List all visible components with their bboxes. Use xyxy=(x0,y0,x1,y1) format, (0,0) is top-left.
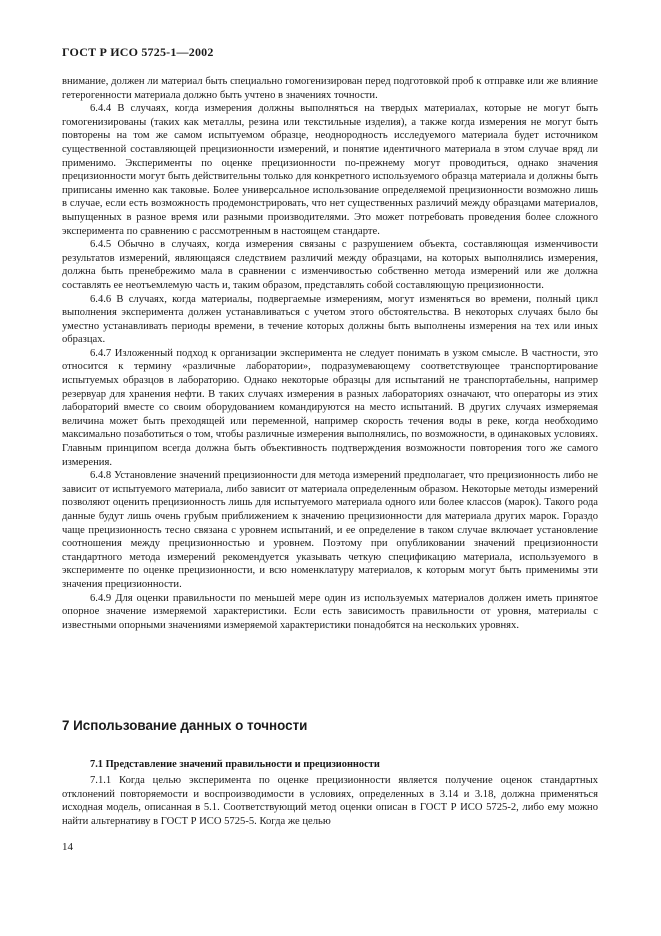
paragraph: внимание, должен ли материал быть специально гомогенизирован перед подготовкой проб к отправке или же влияние гетерогенности материала должно быть учтено в значениях точности. xyxy=(62,76,598,101)
paragraph-6-4-8: 6.4.8 Установление значений прецизионности для метода измерений предполагает, что прецизионность либо не зависит от испытуемого материала, либо зависит от материала определенным образом. Некоторые методы измерений позволяют оценить прецизионность лишь для испытуемого материала одного или более классов (марок). Такого рода данные будут лишь очень грубым приближением к значению прецизионности для материала других марок. Гораздо чаще прецизионность тесно связана с уровнем испытаний, и ее определение в таком случае включает установление соотношения между прецизионностью и уровнем. Поэтому при опубликовании значений прецизионности стандартного метода измерений рекомендуется указывать четкую спецификацию материала, используемого в эксперименте по оценке прецизионности, и всю номенклатуру материалов, к которым могут быть применимы эти значения прецизионности. xyxy=(62,470,598,590)
document-header: ГОСТ Р ИСО 5725-1—2002 xyxy=(62,45,214,59)
paragraph-7-1-1: 7.1.1 Когда целью эксперимента по оценке прецизионности является получение оценок стандартных отклонений повторяемости и воспроизводимости в условиях, определенных в 3.14 и 3.18, должна применяться исходная модель, описанная в 5.1. Соответствующий метод оценки описан в ГОСТ Р ИСО 5725-2, либо ему можно найти альтернативу в ГОСТ Р ИСО 5725-5. Когда же целью xyxy=(62,775,598,827)
paragraph-6-4-4: 6.4.4 В случаях, когда измерения должны выполняться на твердых материалах, которые не могут быть гомогенизированы (таких как металлы, резина или текстильные изделия), а также когда измерения не могут быть повторены на том же самом испытуемом образце, неоднородность исследуемого материала будет источником существенной составляющей прецизионности измерений, и понятие идентичного материала в этом случае вряд ли применимо. Эксперименты по оценке прецизионности по-прежнему могут проводиться, однако значения прецизионности могут быть действительны только для конкретного используемого образца материала и должны быть приписаны именно как таковые. Более универсальное использование определяемой прецизионности возможно лишь в случае, если есть возможность продемонстрировать, что нет существенных различий между образцами материалов, выпущенных в разное время или разными производителями. Это может потребовать проведения более сложного эксперимента по сравнению с рассмотренным в настоящем стандарте. xyxy=(62,103,598,237)
section-body xyxy=(62,774,598,828)
section-title: 7 Использование данных о точности xyxy=(62,718,308,733)
paragraph-6-4-5: 6.4.5 Обычно в случаях, когда измерения связаны с разрушением объекта, составляющая изменчивости результатов измерений, являющаяся следствием различий между образцами, на которых выполнялись измерения, должна быть пренебрежимо мала в сравнении с изменчивостью собственно метода измерений или же должна составлять ее неотъемлемую часть и, таким образом, представлять собой составляющую прецизионности. xyxy=(62,239,598,291)
page-number: 14 xyxy=(62,841,73,853)
paragraph-6-4-6: 6.4.6 В случаях, когда материалы, подвергаемые измерениям, могут изменяться во времени, полный цикл выполнения эксперимента должен устанавливаться с учетом этого обстоятельства. В некоторых случаях было бы уместно устанавливать периоды времени, в течение которых должны быть выполнены измерения на тех или иных образцах. xyxy=(62,293,598,346)
subsection-title: 7.1 Представление значений правильности и прецизионности xyxy=(90,759,380,770)
paragraph-6-4-7: 6.4.7 Изложенный подход к организации эксперимента не следует понимать в узком смысле. В частности, это относится к термину «различные лаборатории», подразумевающему соответствующее транспортирование испытуемых образцов в лабораторию. Однако некоторые образцы для испытаний не транспортабельны, например резервуар для хранения нефти. В таких случаях измерения в разных лабораториях означают, что операторы из этих лабораторий вместе со своим оборудованием командируются на место испытаний. В других случаях измеряемая величина может быть преходящей или переменной, например скорость течения воды в реке, когда необходимо максимально позаботиться о том, чтобы различные измерения выполнялись, по возможности, в одинаковых условиях. Главным принципом всегда должна быть объективность подтверждения возможности повторения того же самого измерения. xyxy=(62,347,598,468)
body-text xyxy=(62,75,598,632)
paragraph-6-4-9: 6.4.9 Для оценки правильности по меньшей мере один из используемых материалов должен иметь принятое опорное значение измеряемой характеристики. Если есть зависимость правильности от уровня, материалы с известными опорными значениями измеряемой характеристики понадобятся на нескольких уровнях. xyxy=(62,592,598,631)
